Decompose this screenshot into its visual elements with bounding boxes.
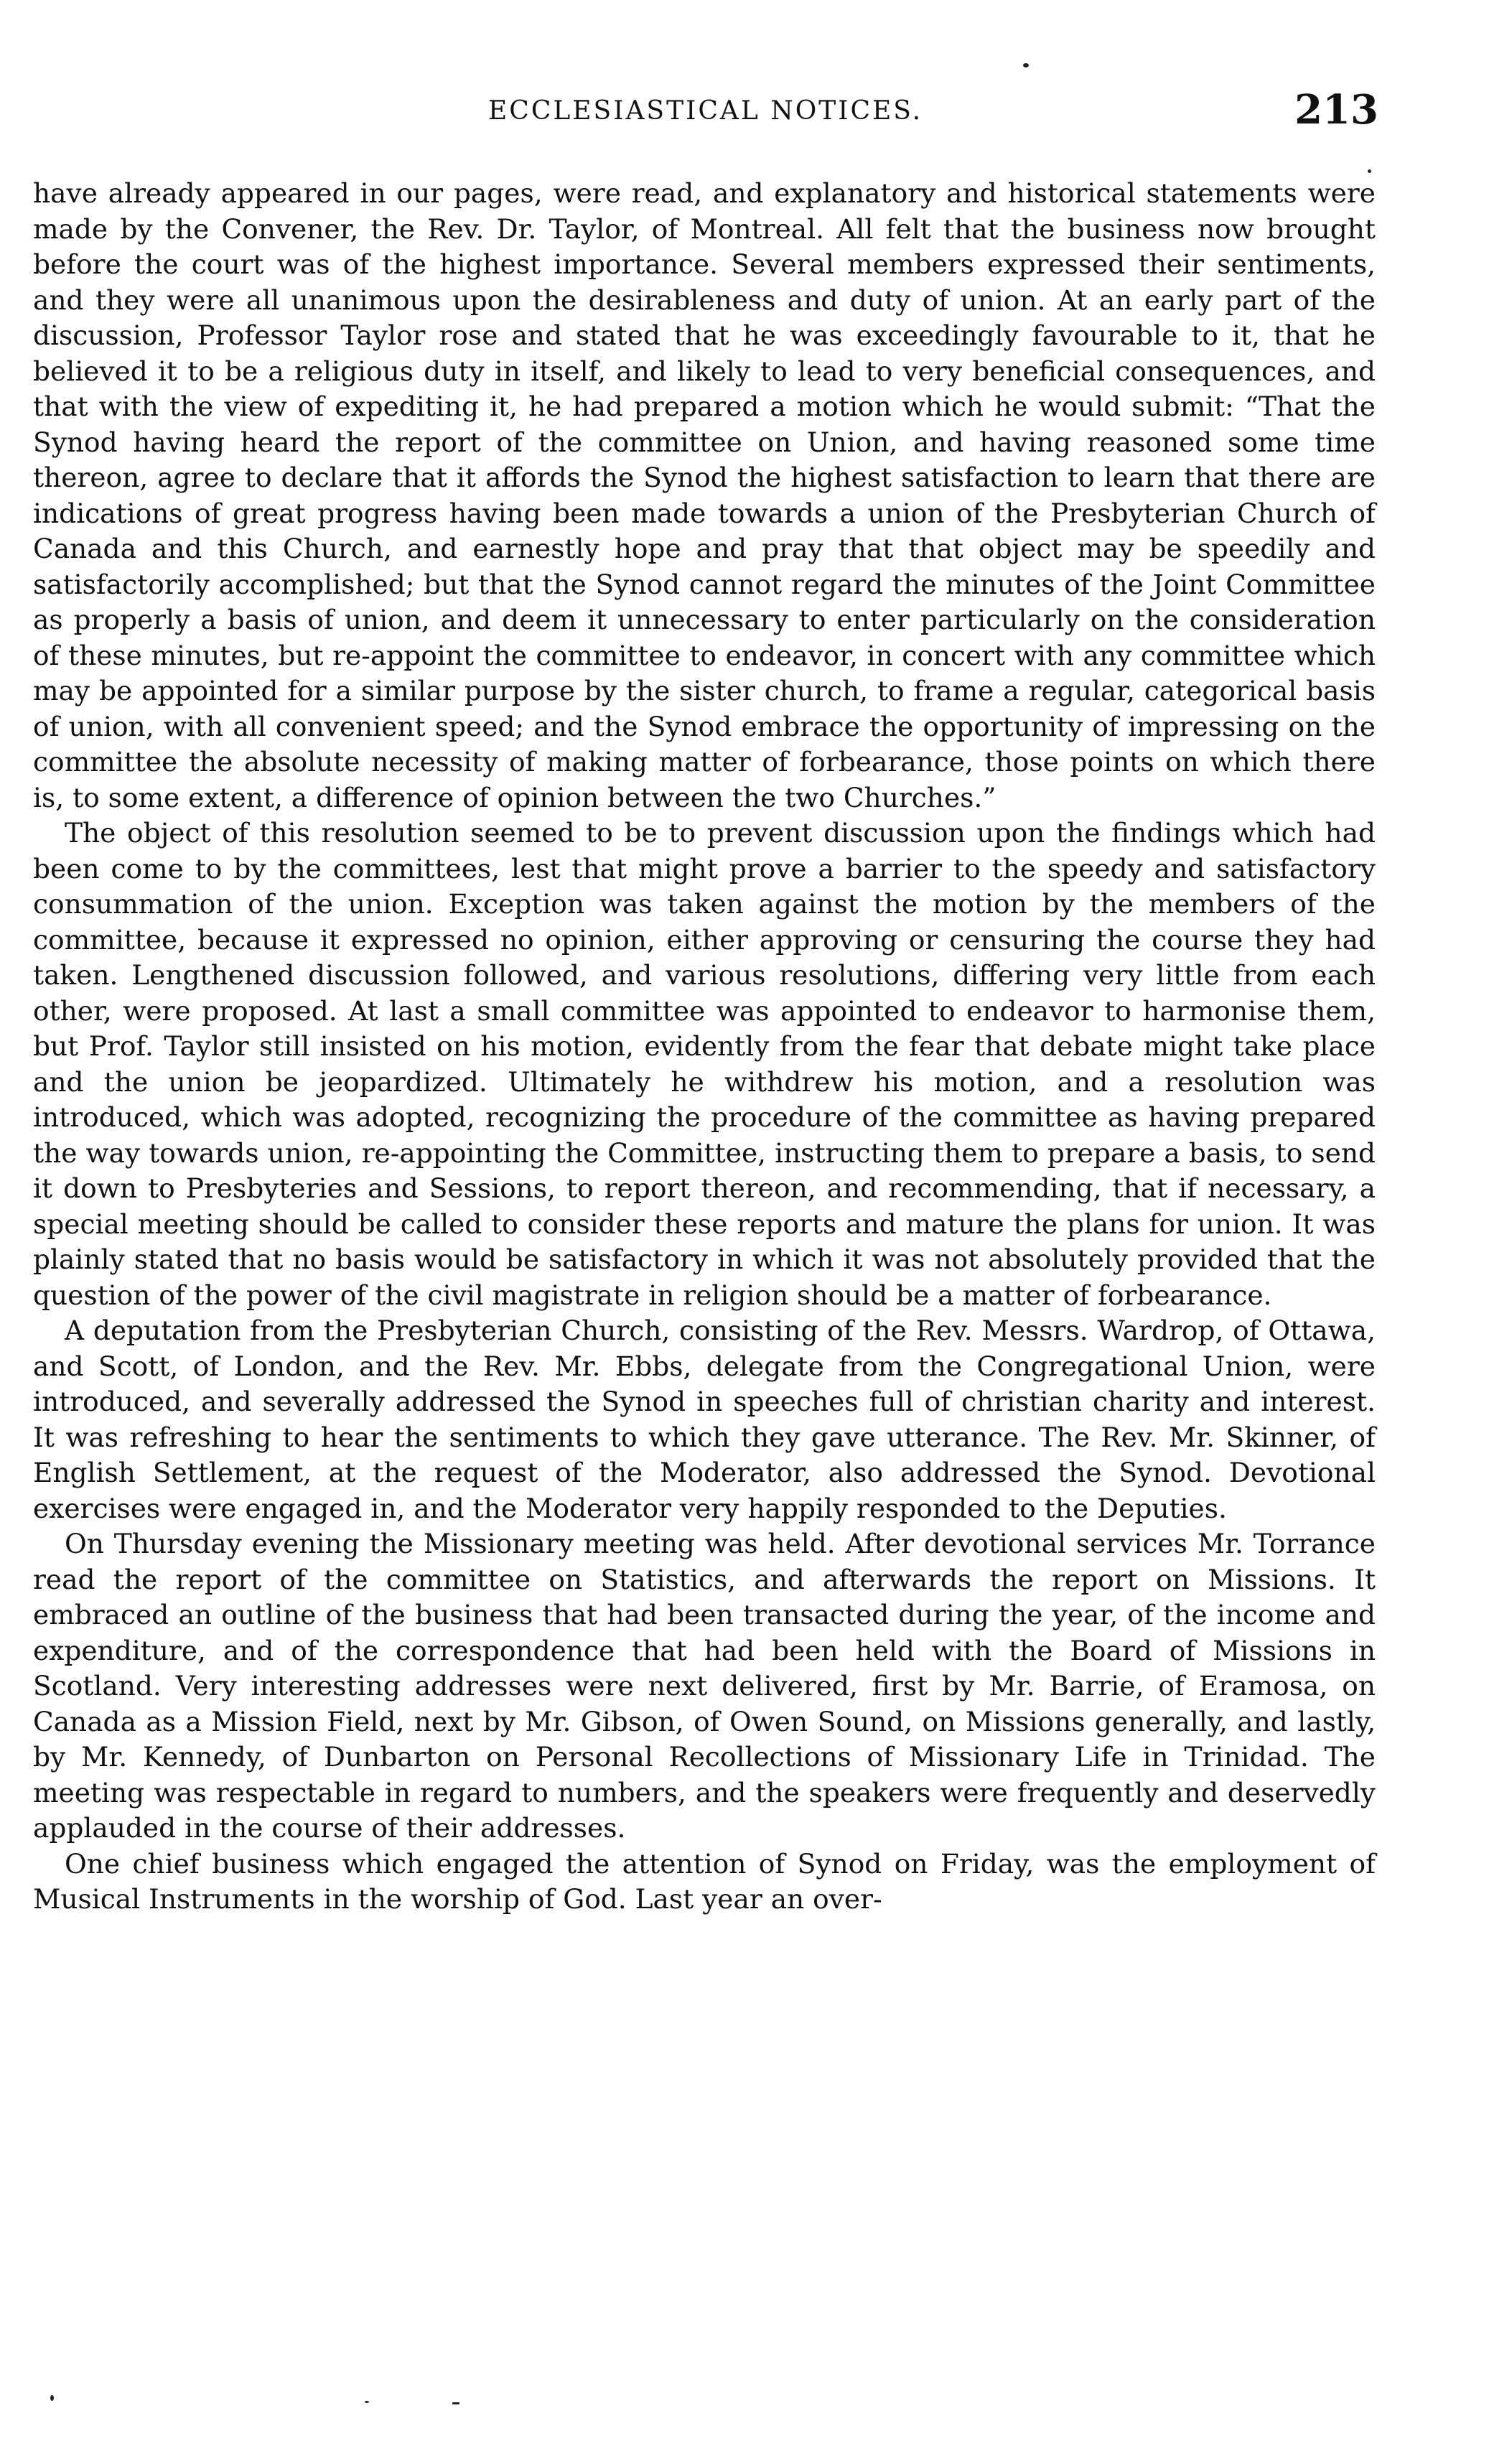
paragraph-continued: have already appeared in our pages, were read, and explanatory and historical statements were made by the Convener, the Rev. Dr. Taylor, of Montreal. All felt that the business now brought before the court was of the highest importance. Several members expressed their sentiments, and they were all unanimous upon the desirableness and duty of union. At an early part of the discussion, Professor Taylor rose and stated that he was exceedingly favourable to it, that he believed it to be a religious duty in itself, and likely to lead to very beneficial consequences, and that with the view of expediting it, he had prepared a motion which he would submit: “That the Synod having heard the report of the committee on Union, and having reasoned some time thereon, agree to declare that it affords the Synod the highest satisfaction to learn that there are indications of great progress having been made towards a union of the Presbyterian Church of Canada and this Church, and earnestly hope and pray that that object may be speedily and satisfactorily accomplished; but that the Synod cannot regard the minutes of the Joint Committee as properly a basis of union, and deem it unnecessary to enter particularly on the consideration of these minutes, but re-appoint the committee to endeavor, in concert with any committee which may be appointed for a similar purpose by the sister church, to frame a regular, categorical basis of union, with all convenient speed; and the Synod embrace the opportunity of impressing on the committee the absolute necessity of making matter of forbearance, those points on which there is, to some extent, a difference of opinion between the two Churches.” (33, 177, 1376, 813)
page-foot-marks (0, 2391, 1489, 2419)
running-title: ECCLESIASTICAL NOTICES. (488, 96, 923, 126)
print-speck (50, 2395, 54, 2401)
print-speck (1023, 63, 1029, 67)
paragraph: On Thursday evening the Missionary meeting was held. After devotional services Mr. Torrance read the report of the committee on Statistics, and afterwards the report on Missions. It embraced an outline of the business that had been transacted during the year, of the income and expenditure, and of the correspondence that had been held with the Board of Missions in Scotland. Very interesting addresses were next delivered, first by Mr. Barrie, of Eramosa, on Canada as a Mission Field, next by Mr. Gibson, of Owen Sound, on Missions generally, and lastly, by Mr. Kennedy, of Dunbarton on Personal Recollections of Missionary Life in Trinidad. The meeting was respectable in regard to numbers, and the speakers were frequently and deservedly applauded in the course of their addresses. (33, 1528, 1376, 1844)
paragraph: One chief business which engaged the attention of Synod on Friday, was the employment of Musical Instruments in the worship of God. Last year an over- (33, 1847, 1376, 1915)
article-body (33, 176, 1376, 1918)
print-speck (1368, 169, 1371, 173)
print-speck (365, 2401, 369, 2403)
page-number: 213 (1294, 86, 1378, 134)
paragraph: A deputation from the Presbyterian Church, consisting of the Rev. Messrs. Wardrop, of Ottawa, and Scott, of London, and the Rev. Mr. Ebbs, delegate from the Congregational Union, were introduced, and severally addressed the Synod in speeches full of christian charity and interest. It was refreshing to hear the sentiments to which they gave utterance. The Rev. Mr. Skinner, of English Settlement, at the request of the Moderator, also addressed the Synod. Devotional exercises were engaged in, and the Moderator very happily responded to the Deputies. (33, 1315, 1376, 1524)
print-speck (452, 2402, 459, 2404)
paragraph: The object of this resolution seemed to be to prevent discussion upon the findings which had been come to by the committees, lest that might prove a barrier to the speedy and satisfactory consummation of the union. Exception was taken against the motion by the members of the committee, because it expressed no opinion, either approving or censuring the course they had taken. Lengthened discussion followed, and various resolutions, differing very little from each other, were proposed. At last a small committee was appointed to endeavor to harmonise them, but Prof. Taylor still insisted on his motion, evidently from the fear that debate might take place and the union be jeopardized. Ultimately he withdrew his motion, and a resolution was introduced, which was adopted, recognizing the procedure of the committee as having prepared the way towards union, re-appointing the Committee, instructing them to prepare a basis, to send it down to Presbyteries and Sessions, to report thereon, and recommending, that if necessary, a special meeting should be called to consider these reports and mature the plans for union. It was plainly stated that no basis would be satisfactory in which it was not absolutely provided that the question of the power of the civil magistrate in religion should be a matter of forbearance. (33, 817, 1376, 1311)
page-header (29, 86, 1378, 144)
